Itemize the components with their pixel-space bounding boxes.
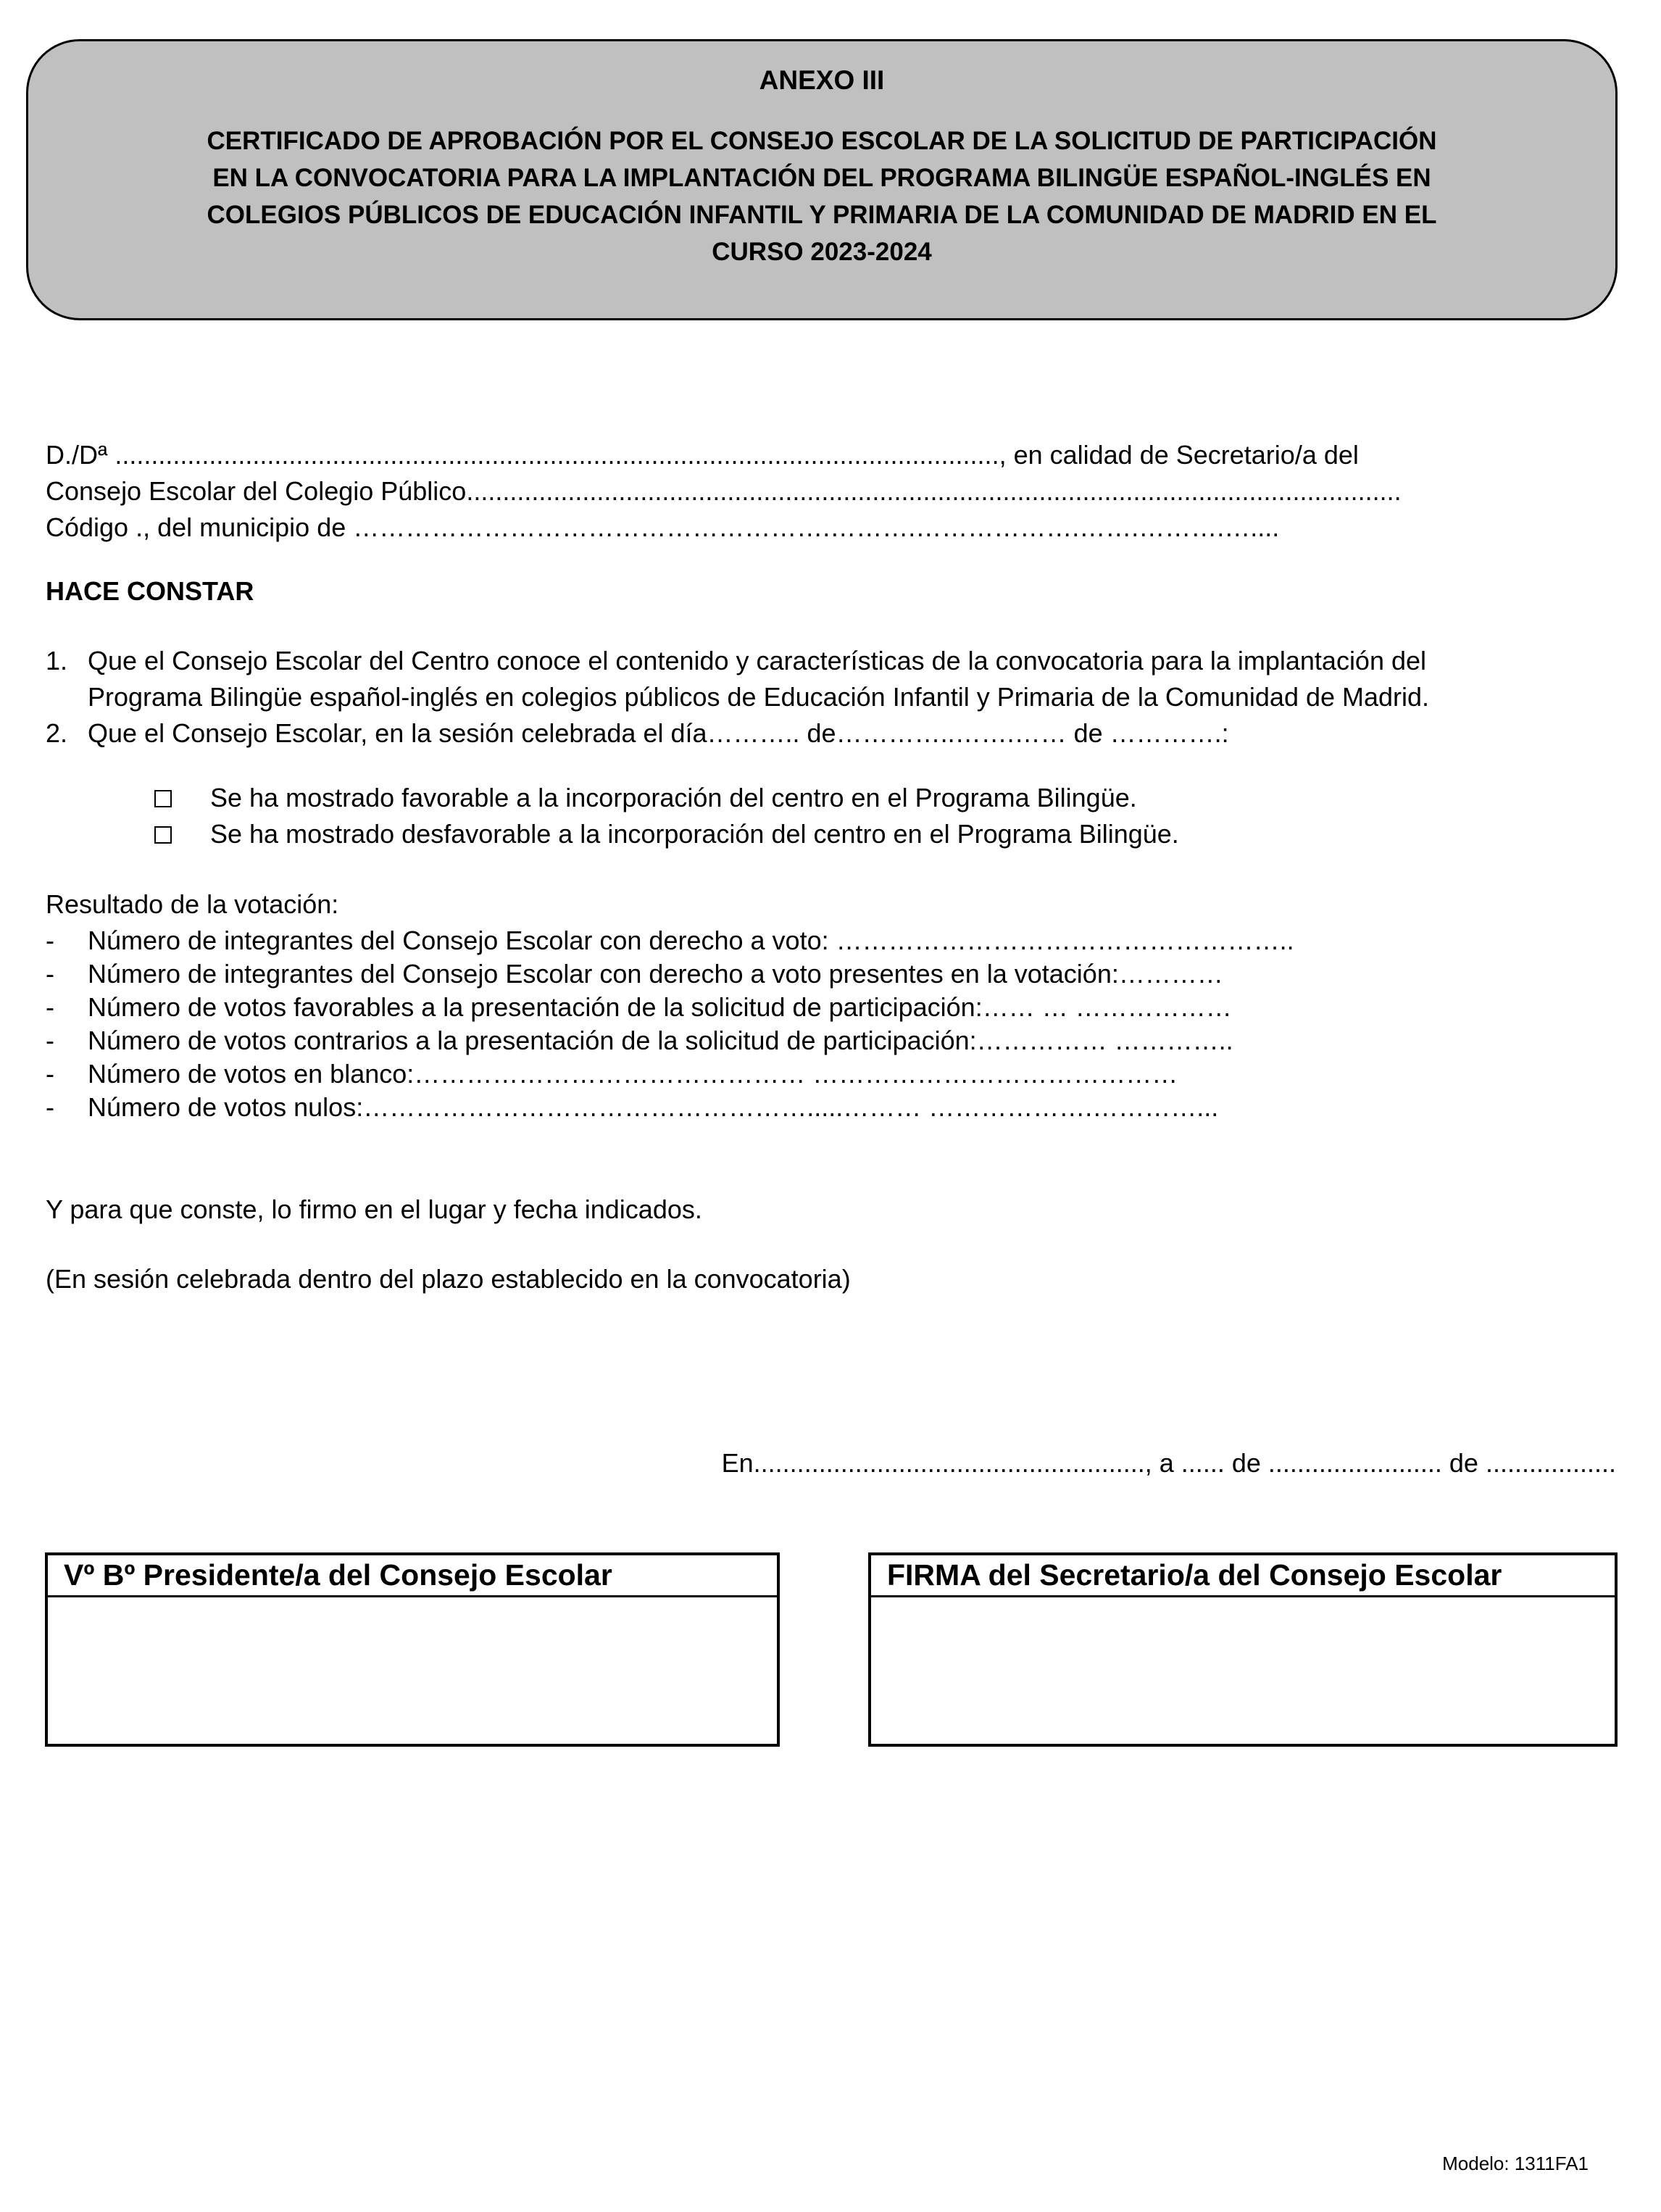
president-signature-box	[45, 1552, 780, 1747]
secretary-signature-heading: FIRMA del Secretario/a del Consejo Escolar	[871, 1555, 1615, 1597]
vote-line-members: Número de integrantes del Consejo Escolar con derecho a voto: ……………………………………………..	[88, 926, 1294, 955]
model-code: Modelo: 1311FA1	[1442, 2153, 1589, 2174]
title-line: CERTIFICADO DE APROBACIÓN POR EL CONSEJO ESCOLAR DE LA SOLICITUD DE PARTICIPACIÓN	[207, 127, 1437, 155]
header-box	[26, 39, 1618, 320]
place-date-line: En......................................................, a ...... de ........................ de ..................	[721, 1448, 1616, 1478]
item-text: Que el Consejo Escolar del Centro conoce el contenido y características de la convocatoria para la implantación del	[88, 646, 1427, 675]
vote-line-blank: Número de votos en blanco:……………………………………… ……………………………………	[88, 1059, 1178, 1089]
vote-line-null: Número de votos nulos:…………………………………………….....……… ……………….…………...	[88, 1092, 1219, 1122]
favorable-checkbox[interactable]	[154, 790, 172, 807]
item-number: 2.	[46, 718, 68, 748]
title-line: COLEGIOS PÚBLICOS DE EDUCACIÓN INFANTIL Y PRIMARIA DE LA COMUNIDAD DE MADRID EN EL	[207, 201, 1437, 229]
item-1-continued: Programa Bilingüe español-inglés en colegios públicos de Educación Infantil y Primaria de la Comunidad de Madrid.	[88, 682, 1430, 712]
item-number: 1.	[46, 646, 68, 675]
session-note: (En sesión celebrada dentro del plazo establecido en la convocatoria)	[46, 1264, 851, 1294]
bullet-dash: -	[46, 1026, 54, 1055]
president-signature-heading: Vº Bº Presidente/a del Consejo Escolar	[48, 1555, 777, 1597]
item-text: Que el Consejo Escolar, en la sesión celebrada el día……….. de…………..…….…… de ………….:	[88, 718, 1229, 748]
unfavorable-label: Se ha mostrado desfavorable a la incorporación del centro en el Programa Bilingüe.	[210, 819, 1179, 849]
bullet-dash: -	[46, 926, 54, 955]
vote-line-against: Número de votos contrarios a la presentación de la solicitud de participación:…………… …………..	[88, 1026, 1233, 1055]
secretary-signature-box	[868, 1552, 1618, 1747]
item-1	[46, 644, 1426, 678]
vote-heading: Resultado de la votación:	[46, 889, 339, 919]
vote-line-favorable: Número de votos favorables a la presentación de la solicitud de participación:…… … ………………	[88, 992, 1232, 1022]
intro-line-secretary: D./Dª .........................................................................................................................., en calidad de Secretario/a del	[46, 440, 1359, 470]
section-heading: HACE CONSTAR	[46, 576, 254, 606]
closing-statement: Y para que conste, lo firmo en el lugar y fecha indicados.	[46, 1194, 702, 1224]
favorable-label: Se ha mostrado favorable a la incorporación del centro en el Programa Bilingüe.	[210, 783, 1137, 812]
bullet-dash: -	[46, 959, 54, 989]
document-title	[72, 122, 1572, 270]
bullet-dash: -	[46, 992, 54, 1022]
title-line: CURSO 2023-2024	[712, 238, 932, 266]
intro-line-code: Código ., del municipio de ……………………………………………….……….……………….…….……….…....	[46, 512, 1280, 542]
intro-line-school: Consejo Escolar del Colegio Público.................................................................................................................................	[46, 476, 1402, 506]
annex-title: ANEXO III	[759, 65, 885, 95]
item-2	[46, 717, 1229, 750]
title-line: EN LA CONVOCATORIA PARA LA IMPLANTACIÓN DEL PROGRAMA BILINGÜE ESPAÑOL-INGLÉS EN	[212, 164, 1431, 192]
unfavorable-checkbox[interactable]	[154, 826, 172, 844]
vote-line-present: Número de integrantes del Consejo Escolar con derecho a voto presentes en la votación:…………	[88, 959, 1223, 989]
bullet-dash: -	[46, 1092, 54, 1122]
bullet-dash: -	[46, 1059, 54, 1089]
